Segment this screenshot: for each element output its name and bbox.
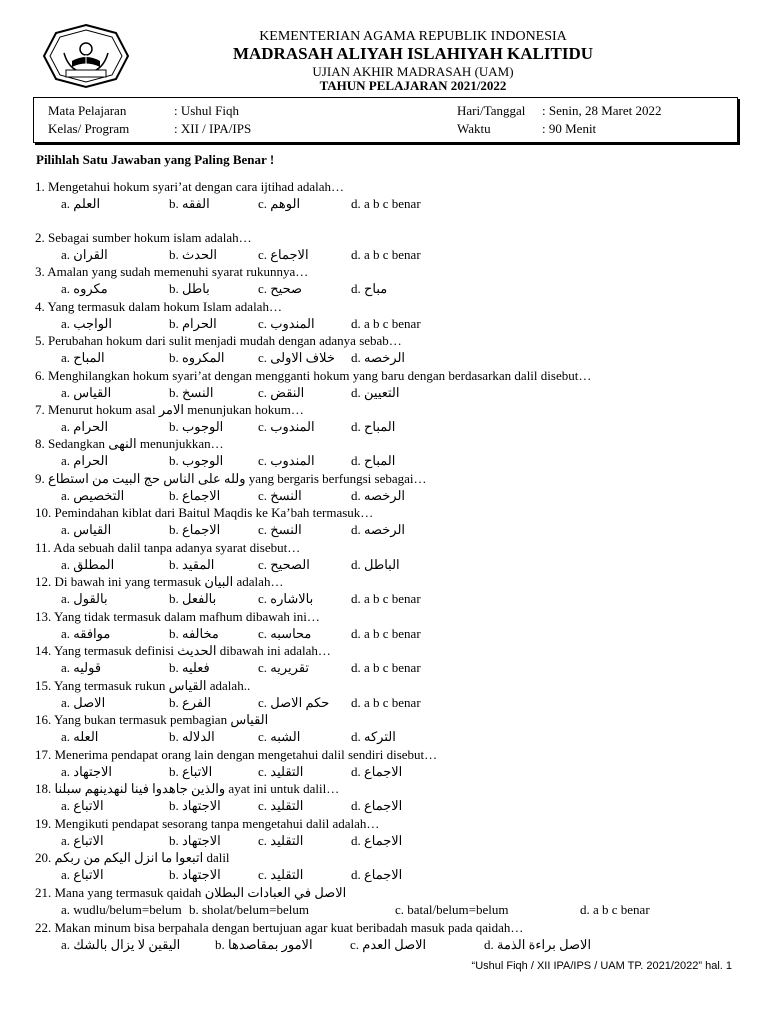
- question-11-option-c: c. الصحيح: [258, 557, 310, 572]
- question-6-option-c: c. النقض: [258, 385, 305, 400]
- question-10-option-c: c. النسخ: [258, 522, 302, 537]
- academic-year: TAHUN PELAJARAN 2021/2022: [319, 78, 507, 93]
- question-1-option-b: b. الفقه: [169, 196, 210, 211]
- question-18: 18. والذين جاهدوا فينا لنهدينهم سبلنا ayat ini untuk dalil…: [35, 781, 340, 796]
- question-6-option-a: a. القياس: [61, 385, 112, 400]
- question-17: 17. Menerima pendapat orang lain dengan mengetahui dalil sendiri disebut…: [35, 747, 438, 762]
- question-20: 20. اتبعوا ما انزل اليكم من ربكم dalil: [35, 850, 230, 865]
- question-17-option-a: a. الاجتهاد: [61, 764, 113, 779]
- question-2-option-c: c. الاجماع: [258, 247, 309, 262]
- question-15-option-c: c. حكم الاصل: [258, 695, 330, 710]
- question-7-option-d: d. المباح: [351, 419, 396, 434]
- question-9-option-d: d. الرخصه: [351, 488, 406, 503]
- question-12-option-d: d. a b c benar: [351, 591, 421, 606]
- question-14-option-c: c. تقريريه: [258, 660, 310, 675]
- question-17-option-d: d. الاجماع: [351, 764, 403, 779]
- question-22-option-d: d. الاصل براءة الذمة: [484, 937, 592, 952]
- question-22-option-c: c. الاصل العدم: [350, 937, 427, 952]
- question-5-option-d: d. الرخصه: [351, 350, 406, 365]
- question-14: 14. Yang termasuk definisi الحديث dibawah ini adalah…: [35, 643, 331, 658]
- question-2-option-a: a. القران: [61, 247, 108, 262]
- question-21-option-b: b. sholat/belum=belum: [189, 902, 309, 917]
- question-19-option-d: d. الاجماع: [351, 833, 403, 848]
- question-14-option-d: d. a b c benar: [351, 660, 421, 675]
- subject-value: : Ushul Fiqh: [174, 103, 240, 118]
- question-17-option-b: b. الاتباع: [169, 764, 213, 779]
- question-5-option-c: c. خلاف الاولى: [258, 350, 335, 365]
- question-8: 8. Sedangkan النهى menunjukkan…: [35, 436, 224, 451]
- question-7-option-a: a. الحرام: [61, 419, 109, 434]
- school-name: MADRASAH ALIYAH ISLAHIYAH KALITIDU: [232, 44, 594, 63]
- question-11-option-d: d. الباطل: [351, 557, 400, 572]
- question-11: 11. Ada sebuah dalil tanpa adanya syarat disebut…: [35, 540, 301, 555]
- question-4: 4. Yang termasuk dalam hokum Islam adalah…: [35, 299, 282, 314]
- question-16-option-b: b. الدلاله: [169, 729, 215, 744]
- question-13-option-d: d. a b c benar: [351, 626, 421, 641]
- ministry-logo: [42, 23, 130, 89]
- class-value: : XII / IPA/IPS: [174, 121, 252, 136]
- instruction: Pilihlah Satu Jawaban yang Paling Benar !: [36, 152, 275, 167]
- time-label: Waktu: [457, 121, 491, 136]
- question-12-option-c: c. بالاشاره: [258, 591, 314, 606]
- question-1-option-a: a. العلم: [61, 196, 101, 211]
- date-value: : Senin, 28 Maret 2022: [542, 103, 662, 118]
- question-2-option-b: b. الحدث: [169, 247, 218, 262]
- question-8-option-a: a. الحرام: [61, 453, 109, 468]
- question-9: 9. ولله على الناس حج البيت من استطاع yang bergaris berfungsi sebagai…: [35, 471, 427, 486]
- question-5-option-b: b. المكروه: [169, 350, 225, 365]
- ministry-name: KEMENTERIAN AGAMA REPUBLIK INDONESIA: [259, 29, 567, 44]
- time-value: : 90 Menit: [542, 121, 597, 136]
- question-20-option-c: c. التقليد: [258, 867, 304, 882]
- question-8-option-c: c. المندوب: [258, 453, 315, 468]
- question-6-option-b: b. النسخ: [169, 385, 214, 400]
- question-22-option-a: a. اليقين لا يزال بالشك: [61, 937, 181, 952]
- question-9-option-b: b. الاجماع: [169, 488, 221, 503]
- question-20-option-d: d. الاجماع: [351, 867, 403, 882]
- question-19-option-c: c. التقليد: [258, 833, 304, 848]
- question-19-option-a: a. الاتباع: [61, 833, 104, 848]
- question-8-option-b: b. الوجوب: [169, 453, 224, 468]
- question-4-option-b: b. الحرام: [169, 316, 217, 331]
- question-18-option-c: c. التقليد: [258, 798, 304, 813]
- question-8-option-d: d. المباح: [351, 453, 396, 468]
- question-10-option-b: b. الاجماع: [169, 522, 221, 537]
- question-13-option-c: c. محاسبه: [258, 626, 312, 641]
- question-18-option-a: a. الاتباع: [61, 798, 104, 813]
- question-10-option-a: a. القياس: [61, 522, 112, 537]
- question-10-option-d: d. الرخصه: [351, 522, 406, 537]
- question-12-option-b: b. بالفعل: [169, 591, 217, 606]
- question-16: 16. Yang bukan termasuk pembagian القياس: [35, 712, 269, 727]
- question-15: 15. Yang termasuk rukun القياس adalah..: [35, 678, 251, 693]
- question-4-option-a: a. الواجب: [61, 316, 112, 331]
- question-2: 2. Sebagai sumber hokum islam adalah…: [35, 230, 252, 245]
- question-11-option-b: b. المقيد: [169, 557, 215, 572]
- question-11-option-a: a. المطلق: [61, 557, 115, 572]
- question-2-option-d: d. a b c benar: [351, 247, 421, 262]
- question-7: 7. Menurut hokum asal الامر menunjukan hokum…: [35, 402, 304, 417]
- question-21-option-c: c. batal/belum=belum: [395, 902, 509, 917]
- question-22-option-b: b. الامور بمقاصدها: [215, 937, 313, 952]
- question-4-option-c: c. المندوب: [258, 316, 315, 331]
- question-18-option-b: b. الاجتهاد: [169, 798, 221, 813]
- question-12-option-a: a. بالقول: [61, 591, 108, 606]
- question-16-option-c: c. الشبه: [258, 729, 301, 744]
- exam-title: UJIAN AKHIR MADRASAH (UAM): [312, 64, 514, 79]
- page-footer: “Ushul Fiqh / XII IPA/IPS / UAM TP. 2021/2022” hal. 1: [471, 960, 732, 972]
- question-13: 13. Yang tidak termasuk dalam mafhum dibawah ini…: [35, 609, 320, 624]
- question-3-option-d: d. مباح: [351, 281, 388, 296]
- question-21: 21. Mana yang termasuk qaidah الاصل في العبادات البطلان: [35, 885, 347, 900]
- exam-info-box: [33, 97, 738, 143]
- date-label: Hari/Tanggal: [457, 103, 526, 118]
- question-12: 12. Di bawah ini yang termasuk البيان adalah…: [35, 574, 284, 589]
- question-15-option-b: b. الفرع: [169, 695, 212, 710]
- question-1-option-c: c. الوهم: [258, 196, 301, 211]
- question-5-option-a: a. المباح: [61, 350, 105, 365]
- subject-label: Mata Pelajaran: [48, 103, 127, 118]
- question-4-option-d: d. a b c benar: [351, 316, 421, 331]
- question-7-option-c: c. المندوب: [258, 419, 315, 434]
- question-21-option-d: d. a b c benar: [580, 902, 650, 917]
- question-18-option-d: d. الاجماع: [351, 798, 403, 813]
- question-3-option-c: c. صحيح: [258, 281, 303, 296]
- question-16-option-d: d. التركه: [351, 729, 396, 744]
- question-20-option-b: b. الاجتهاد: [169, 867, 221, 882]
- question-14-option-a: a. قوليه: [61, 660, 102, 675]
- question-6-option-d: d. التعيين: [351, 385, 400, 400]
- question-1: 1. Mengetahui hokum syari’at dengan cara ijtihad adalah…: [35, 179, 345, 194]
- question-15-option-a: a. الاصل: [61, 695, 106, 710]
- question-20-option-a: a. الاتباع: [61, 867, 104, 882]
- question-15-option-d: d. a b c benar: [351, 695, 421, 710]
- question-13-option-b: b. مخالفه: [169, 626, 219, 641]
- question-3-option-b: b. باطل: [169, 281, 210, 296]
- question-19: 19. Mengikuti pendapat sesorang tanpa mengetahui dalil adalah…: [35, 816, 380, 831]
- question-21-option-a: a. wudlu/belum=belum: [61, 902, 182, 917]
- question-19-option-b: b. الاجتهاد: [169, 833, 221, 848]
- question-14-option-b: b. فعليه: [169, 660, 210, 675]
- question-6: 6. Menghilangkan hokum syari’at dengan mengganti hokum yang baru dengan berdasarkan dalil disebut…: [35, 368, 592, 383]
- question-5: 5. Perubahan hokum dari sulit menjadi mudah dengan adanya sebab…: [35, 333, 402, 348]
- question-1-option-d: d. a b c benar: [351, 196, 421, 211]
- question-10: 10. Pemindahan kiblat dari Baitul Maqdis ke Ka’bah termasuk…: [35, 505, 374, 520]
- question-22: 22. Makan minum bisa berpahala dengan bertujuan agar kuat beribadah masuk pada qaidah…: [35, 920, 524, 935]
- question-9-option-c: c. النسخ: [258, 488, 302, 503]
- question-17-option-c: c. التقليد: [258, 764, 304, 779]
- question-9-option-a: a. التخصيص: [61, 488, 125, 503]
- question-3-option-a: a. مكروه: [61, 281, 108, 296]
- question-13-option-a: a. موافقه: [61, 626, 111, 641]
- question-3: 3. Amalan yang sudah memenuhi syarat rukunnya…: [35, 264, 309, 279]
- class-label: Kelas/ Program: [48, 121, 130, 136]
- question-16-option-a: a. العله: [61, 729, 99, 744]
- question-7-option-b: b. الوجوب: [169, 419, 224, 434]
